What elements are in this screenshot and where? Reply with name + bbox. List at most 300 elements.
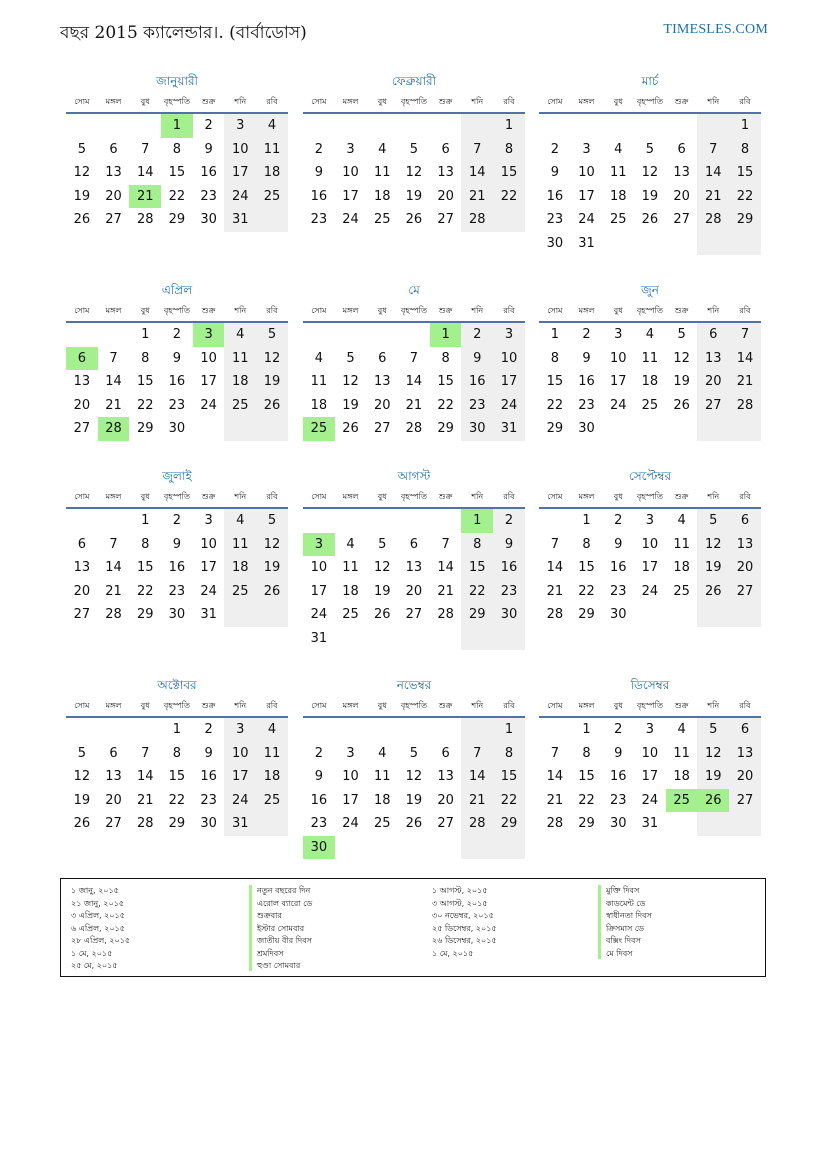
day-cell: 20	[105, 792, 122, 808]
day-cell: 17	[224, 161, 256, 185]
day-cell: 2	[172, 513, 182, 528]
weekday-label: শুক্র	[201, 306, 216, 315]
day-cell: 6	[441, 745, 450, 761]
day-cell: 12	[405, 769, 423, 784]
holiday-name: জাতীয় বীর দিবস	[257, 936, 312, 945]
empty-cell	[634, 114, 666, 138]
empty-cell	[666, 417, 698, 441]
holiday-name: শুক্রবার	[257, 911, 282, 920]
day-cell: 19	[256, 370, 288, 394]
day-cell: 17	[200, 374, 217, 389]
day-cell: 24	[224, 789, 256, 813]
day-cell: 30	[168, 607, 186, 622]
day-cell: 8	[582, 745, 591, 761]
day-cell: 4	[346, 536, 355, 552]
day-cell: 18	[673, 769, 690, 784]
day-cell: 30	[493, 603, 525, 627]
month-block	[66, 465, 288, 627]
month-title: মে	[408, 283, 420, 297]
day-cell: 1	[141, 327, 150, 342]
calendar-months	[66, 70, 766, 870]
day-cell: 22	[546, 397, 564, 413]
day-cell: 4	[224, 323, 256, 347]
day-cell: 17	[641, 769, 659, 784]
day-cell: 15	[168, 769, 186, 784]
day-cell: 5	[256, 509, 288, 533]
day-cell: 29	[493, 812, 525, 836]
month-block	[66, 674, 288, 836]
day-cell: 21	[461, 789, 493, 813]
weekday-header	[66, 487, 288, 509]
day-cell: 14	[546, 560, 564, 575]
day-cell: 9	[204, 141, 213, 157]
month-title: ডিসেম্বর	[630, 678, 670, 692]
empty-cell	[335, 836, 367, 860]
holiday-day-cell: 1	[430, 323, 462, 347]
day-cell: 4	[224, 509, 256, 533]
day-cell: 22	[729, 185, 761, 209]
empty-cell	[430, 836, 462, 860]
day-cell: 22	[168, 792, 186, 808]
day-cell: 5	[697, 718, 729, 742]
day-cell: 5	[697, 509, 729, 533]
day-cell: 8	[582, 536, 591, 552]
day-cell: 15	[493, 765, 525, 789]
weekday-label: বৃহস্পতি	[163, 306, 190, 315]
holiday-day-cell: 1	[461, 509, 493, 533]
weekday-label: বুধ	[613, 97, 623, 106]
day-cell: 13	[437, 769, 454, 784]
weekday-label: সোম	[74, 97, 90, 106]
day-cell: 5	[346, 350, 355, 366]
day-cell: 26	[256, 394, 288, 418]
weekday-label: মঙ্গল	[578, 306, 595, 315]
day-cell: 7	[729, 323, 761, 347]
weekday-label: মঙ্গল	[342, 701, 359, 710]
day-cell: 7	[697, 138, 729, 162]
empty-cell	[539, 509, 571, 533]
day-cell: 31	[224, 812, 256, 836]
day-grid	[539, 509, 761, 627]
empty-cell	[335, 323, 367, 347]
day-cell: 28	[729, 394, 761, 418]
day-cell: 31	[224, 208, 256, 232]
weekday-header	[66, 301, 288, 323]
day-cell: 11	[342, 560, 359, 575]
day-grid	[66, 509, 288, 627]
weekday-label: শুক্র	[438, 492, 453, 501]
day-cell: 31	[493, 417, 525, 441]
holiday-day-cell: 1	[161, 114, 193, 138]
weekday-label: শুক্র	[674, 492, 689, 501]
day-cell: 24	[578, 212, 595, 227]
day-cell: 15	[437, 374, 454, 389]
day-cell: 18	[310, 397, 328, 413]
empty-cell	[634, 232, 666, 256]
day-cell: 3	[645, 722, 655, 737]
day-cell: 23	[461, 394, 493, 418]
day-cell: 3	[346, 745, 355, 761]
empty-cell	[335, 718, 367, 742]
weekday-label: শনি	[471, 701, 484, 710]
day-cell: 17	[342, 792, 359, 808]
weekday-label: শনি	[471, 492, 484, 501]
day-cell: 11	[224, 533, 256, 557]
day-cell: 5	[409, 141, 419, 157]
holiday-day-cell: 30	[303, 836, 335, 860]
day-cell: 26	[405, 816, 423, 831]
day-cell: 21	[105, 397, 122, 413]
day-cell: 4	[378, 745, 387, 761]
day-cell: 2	[493, 509, 525, 533]
weekday-header	[303, 301, 525, 323]
day-cell: 17	[310, 583, 328, 599]
empty-cell	[256, 603, 288, 627]
day-cell: 1	[141, 513, 150, 528]
day-cell: 7	[461, 138, 493, 162]
weekday-label: শনি	[707, 97, 720, 106]
day-cell: 11	[256, 138, 288, 162]
month-title: ফেব্রুয়ারী	[391, 74, 437, 88]
day-cell: 9	[582, 350, 591, 366]
day-cell: 25	[224, 580, 256, 604]
empty-cell	[224, 603, 256, 627]
day-cell: 5	[77, 745, 86, 761]
day-cell: 24	[342, 212, 359, 227]
day-cell: 5	[256, 323, 288, 347]
day-cell: 18	[256, 161, 288, 185]
weekday-label: সোম	[311, 306, 327, 315]
empty-cell	[602, 114, 634, 138]
day-cell: 17	[224, 765, 256, 789]
day-cell: 10	[342, 165, 359, 180]
day-cell: 29	[168, 816, 186, 831]
weekday-label: বুধ	[140, 701, 150, 710]
day-cell: 20	[373, 397, 391, 413]
weekday-label: রবি	[503, 306, 515, 315]
day-cell: 26	[373, 607, 391, 622]
empty-cell	[666, 114, 698, 138]
day-cell: 5	[645, 141, 655, 157]
day-cell: 12	[256, 533, 288, 557]
empty-cell	[571, 114, 603, 138]
weekday-label: রবি	[739, 97, 751, 106]
empty-cell	[256, 208, 288, 232]
day-cell: 23	[168, 397, 186, 413]
day-cell: 28	[136, 212, 154, 227]
day-cell: 30	[461, 417, 493, 441]
day-cell: 26	[256, 580, 288, 604]
weekday-label: মঙ্গল	[578, 701, 595, 710]
empty-cell	[98, 509, 130, 533]
day-cell: 23	[609, 792, 627, 808]
day-grid	[539, 114, 761, 255]
day-cell: 15	[136, 374, 154, 389]
day-cell: 19	[73, 188, 91, 204]
day-cell: 6	[677, 141, 686, 157]
day-cell: 19	[697, 556, 729, 580]
day-cell: 29	[168, 212, 186, 227]
weekday-label: বুধ	[377, 492, 387, 501]
weekday-label: বুধ	[613, 701, 623, 710]
day-cell: 14	[105, 374, 122, 389]
day-cell: 18	[609, 188, 627, 204]
day-cell: 9	[614, 745, 623, 761]
day-cell: 12	[373, 560, 391, 575]
day-cell: 17	[493, 370, 525, 394]
empty-cell	[66, 114, 98, 138]
empty-cell	[366, 509, 398, 533]
month-title: জুলাই	[162, 469, 192, 483]
empty-cell	[366, 627, 398, 651]
day-cell: 16	[168, 374, 186, 389]
empty-cell	[729, 812, 761, 836]
empty-cell	[398, 718, 430, 742]
day-cell: 18	[224, 556, 256, 580]
day-cell: 13	[729, 533, 761, 557]
day-cell: 28	[546, 816, 564, 831]
empty-cell	[98, 114, 130, 138]
day-cell: 11	[373, 165, 391, 180]
weekday-header	[539, 92, 761, 114]
empty-cell	[303, 323, 335, 347]
day-cell: 9	[493, 533, 525, 557]
day-cell: 31	[200, 607, 217, 622]
weekday-label: সোম	[547, 492, 563, 501]
legend-dates-left	[71, 885, 130, 973]
day-cell: 9	[550, 165, 559, 180]
day-cell: 24	[200, 397, 217, 413]
day-cell: 21	[546, 583, 564, 599]
day-grid	[66, 323, 288, 441]
day-cell: 27	[73, 421, 91, 436]
day-cell: 14	[136, 769, 154, 784]
month-title: জুন	[641, 283, 659, 297]
day-cell: 24	[641, 792, 659, 808]
day-cell: 15	[729, 161, 761, 185]
month-block	[539, 674, 761, 836]
weekday-label: রবি	[739, 306, 751, 315]
day-cell: 20	[729, 556, 761, 580]
day-cell: 27	[437, 816, 454, 831]
holiday-name: বক্সিং দিবস	[606, 936, 641, 945]
day-cell: 4	[314, 350, 323, 366]
holiday-day-cell: 25	[303, 417, 335, 441]
weekday-header	[66, 696, 288, 718]
day-cell: 3	[224, 718, 256, 742]
holiday-name: মুক্তি দিবস	[606, 886, 640, 895]
day-cell: 27	[673, 212, 690, 227]
holiday-date: ১ মে, ২০১৫	[71, 948, 113, 958]
day-cell: 27	[697, 394, 729, 418]
day-cell: 21	[697, 185, 729, 209]
holiday-date: ৩ আগস্ট, ২০১৫	[432, 898, 488, 908]
day-cell: 16	[310, 188, 328, 204]
day-cell: 20	[697, 370, 729, 394]
day-cell: 2	[204, 118, 213, 133]
day-cell: 7	[409, 350, 419, 366]
day-cell: 2	[314, 745, 323, 761]
day-cell: 6	[441, 141, 450, 157]
day-cell: 22	[168, 188, 186, 204]
day-cell: 14	[105, 560, 122, 575]
day-cell: 22	[493, 185, 525, 209]
holiday-date: ৩০ নভেম্বর, ২০১৫	[432, 911, 494, 920]
day-cell: 14	[546, 769, 564, 784]
day-cell: 4	[645, 327, 655, 342]
day-cell: 3	[645, 513, 655, 528]
weekday-label: সোম	[547, 701, 563, 710]
empty-cell	[256, 812, 288, 836]
empty-cell	[66, 718, 98, 742]
weekday-label: শনি	[471, 306, 484, 315]
day-cell: 11	[310, 374, 328, 389]
weekday-label: বুধ	[613, 306, 623, 315]
day-cell: 9	[172, 536, 182, 552]
month-title: এপ্রিল	[161, 283, 193, 297]
weekday-label: সোম	[74, 492, 90, 501]
day-cell: 9	[172, 350, 182, 366]
empty-cell	[98, 323, 130, 347]
day-cell: 1	[582, 513, 591, 528]
day-cell: 10	[200, 536, 217, 552]
day-cell: 14	[729, 347, 761, 371]
day-cell: 28	[697, 208, 729, 232]
holiday-date: ২৫ ডিসেম্বর, ২০১৫	[432, 923, 497, 933]
day-cell: 20	[73, 583, 91, 599]
weekday-label: মঙ্গল	[578, 97, 595, 106]
holiday-date: ২৮ এপ্রিল, ২০১৫	[71, 936, 131, 945]
day-cell: 6	[729, 509, 761, 533]
weekday-label: শনি	[234, 701, 247, 710]
day-cell: 19	[256, 556, 288, 580]
weekday-label: শুক্র	[438, 701, 453, 710]
day-cell: 1	[493, 114, 525, 138]
month-title: নভেম্বর	[396, 678, 432, 692]
day-cell: 26	[697, 580, 729, 604]
day-cell: 11	[256, 742, 288, 766]
day-cell: 17	[342, 188, 359, 204]
day-cell: 16	[609, 769, 627, 784]
day-cell: 23	[493, 580, 525, 604]
holiday-date: ১ মে, ২০১৫	[432, 948, 474, 958]
day-cell: 2	[172, 327, 182, 342]
day-cell: 25	[641, 397, 659, 413]
month-title: আগস্ট	[397, 469, 431, 483]
day-cell: 23	[168, 583, 186, 599]
month-block	[539, 279, 761, 441]
empty-cell	[398, 509, 430, 533]
day-cell: 25	[224, 394, 256, 418]
empty-cell	[398, 836, 430, 860]
day-cell: 23	[310, 816, 328, 831]
weekday-label: শুক্র	[201, 492, 216, 501]
weekday-label: মঙ্গল	[342, 306, 359, 315]
month-title: অক্টোবর	[157, 678, 197, 692]
day-cell: 28	[461, 208, 493, 232]
weekday-label: শুক্র	[201, 97, 216, 106]
day-cell: 22	[136, 583, 154, 599]
weekday-label: রবি	[266, 492, 278, 501]
weekday-label: মঙ্গল	[342, 492, 359, 501]
weekday-label: বৃহস্পতি	[400, 701, 427, 710]
day-cell: 19	[342, 397, 359, 413]
month-block	[303, 465, 525, 650]
day-cell: 27	[729, 580, 761, 604]
weekday-label: শুক্র	[438, 97, 453, 106]
day-cell: 23	[578, 397, 595, 413]
day-cell: 18	[373, 792, 391, 808]
day-cell: 15	[546, 374, 564, 389]
day-cell: 25	[342, 607, 359, 622]
day-cell: 19	[641, 188, 659, 204]
month-title: মার্চ	[641, 74, 659, 88]
day-cell: 28	[461, 812, 493, 836]
weekday-label: মঙ্গল	[105, 492, 122, 501]
day-cell: 6	[77, 536, 86, 552]
day-cell: 9	[314, 769, 323, 784]
day-cell: 16	[200, 769, 217, 784]
day-cell: 15	[136, 560, 154, 575]
weekday-label: সোম	[74, 701, 90, 710]
day-cell: 30	[609, 607, 627, 622]
empty-cell	[430, 509, 462, 533]
day-cell: 21	[546, 792, 564, 808]
day-cell: 30	[546, 235, 564, 251]
weekday-label: বৃহস্পতি	[400, 306, 427, 315]
day-cell: 3	[204, 513, 213, 528]
day-cell: 15	[578, 769, 595, 784]
day-cell: 27	[437, 212, 454, 227]
day-cell: 21	[136, 792, 154, 808]
day-cell: 10	[641, 745, 659, 761]
day-cell: 13	[673, 165, 690, 180]
day-cell: 10	[609, 350, 627, 366]
day-cell: 30	[200, 816, 217, 831]
day-cell: 9	[204, 745, 213, 761]
day-cell: 7	[550, 536, 559, 552]
weekday-label: বৃহস্পতি	[636, 306, 663, 315]
day-cell: 24	[310, 607, 328, 622]
site-link[interactable]: TIMESLES.COM	[663, 22, 768, 37]
day-cell: 29	[461, 603, 493, 627]
day-cell: 16	[609, 560, 627, 575]
day-cell: 2	[550, 141, 559, 157]
day-cell: 2	[204, 722, 213, 737]
day-cell: 12	[256, 347, 288, 371]
day-cell: 30	[578, 421, 595, 436]
day-cell: 31	[310, 630, 328, 646]
day-cell: 26	[405, 212, 423, 227]
day-cell: 22	[461, 580, 493, 604]
day-cell: 14	[437, 560, 454, 575]
day-cell: 16	[168, 560, 186, 575]
empty-cell	[98, 718, 130, 742]
empty-cell	[366, 114, 398, 138]
month-block	[66, 70, 288, 232]
weekday-label: শুক্র	[438, 306, 453, 315]
day-cell: 1	[172, 722, 182, 737]
day-cell: 23	[310, 212, 328, 227]
day-cell: 10	[578, 165, 595, 180]
weekday-label: সোম	[311, 492, 327, 501]
day-cell: 24	[609, 397, 627, 413]
month-title: জানুয়ারী	[156, 74, 198, 88]
day-cell: 16	[493, 556, 525, 580]
weekday-label: মঙ্গল	[342, 97, 359, 106]
day-cell: 8	[172, 745, 182, 761]
day-cell: 20	[405, 583, 423, 599]
